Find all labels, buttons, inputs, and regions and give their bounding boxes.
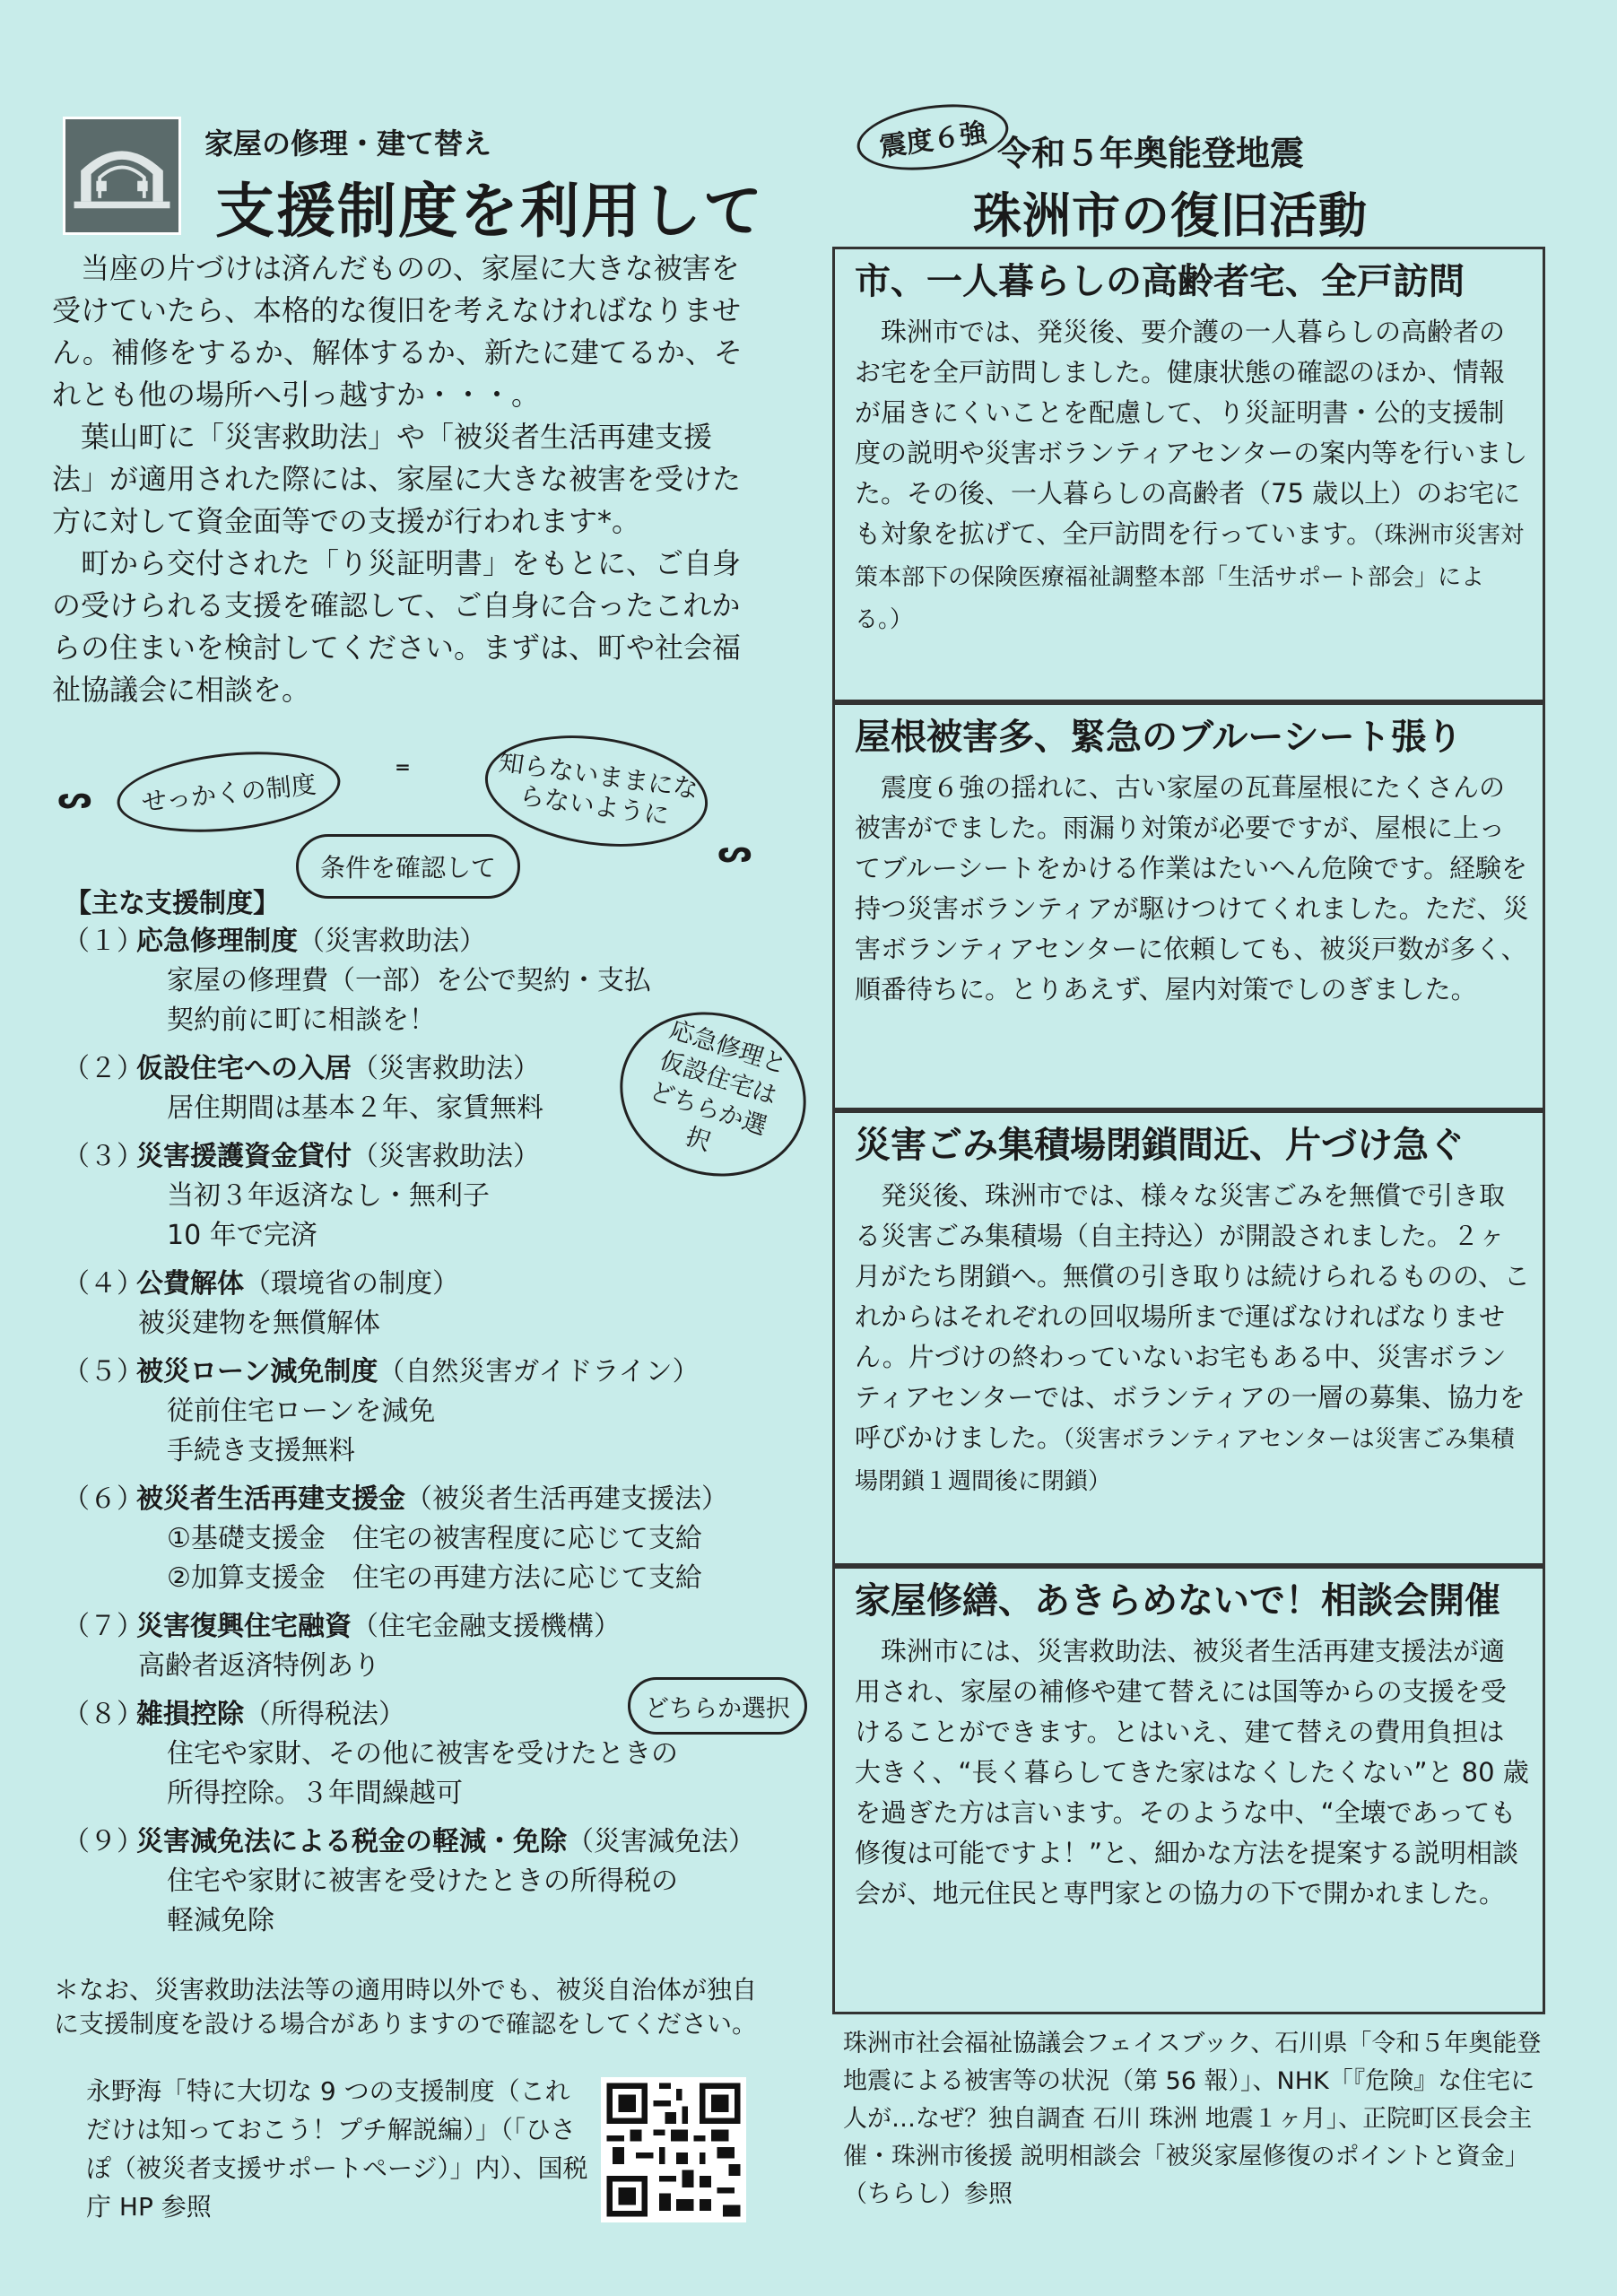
article-heading: 家屋修繕、あきらめないで！相談会開催 xyxy=(855,1580,1500,1622)
article-heading: 屋根被害多、緊急のブルーシート張り xyxy=(855,717,1463,758)
house-icon xyxy=(63,117,181,235)
speech-bubble: どちらか選択 xyxy=(628,1677,807,1735)
list-item: （５）被災ローン減免制度（自然災害ガイドライン） 従前住宅ローンを減免 手続き支援無料 xyxy=(63,1356,700,1466)
speech-bubble: せっかくの制度 xyxy=(113,742,344,842)
article-body: 発災後、珠洲市では、様々な災害ごみを無償で引き取る災害ごみ集積場（自主持込）が開設されました。２ヶ月がたち閉鎖へ。無償の引き取りは続けられるものの、これからはそれぞれの回収場所まで運ばなければなりません。片づけの終わっていないお宅もある中、災害ボランティアセンターでは、ボランティアの一層の募集、協力を呼びかけました。（災害ボランティアセンターは災害ごみ集積場閉鎖１週間後に閉鎖） xyxy=(855,1180,1530,1495)
article-body: 珠洲市には、災害救助法、被災者生活再建支援法が適用され、家屋の補修や建て替えには国等からの支援を受けることができます。とはいえ、建て替えの費用負担は大きく、“長く暮らしてきた家はなくしたくない”と 80 歳を過ぎた方は言います。そのような中、“全壊であっても修復は可能ですよ！”と、細かな方法を提案する説明相談会が、地元住民と専門家との協力の下で開かれました。 xyxy=(855,1636,1529,1909)
article-heading: 災害ごみ集積場閉鎖間近、片づけ急ぐ xyxy=(855,1125,1465,1166)
article-box xyxy=(832,1566,1545,2014)
list-item: （８）雑損控除（所得税法） 住宅や家財、その他に被害を受けたときの 所得控除。３年間繰越可 xyxy=(63,1699,678,1809)
list-item: （１）応急修理制度（災害救助法） 家屋の修理費（一部）を公で契約・支払 契約前に町に相談を！ xyxy=(63,926,651,1036)
list-item: （９）災害減免法による税金の軽減・免除（災害減免法） 住宅や家財に被害を受けたときの所得税の 軽減免除 xyxy=(63,1826,755,1936)
article-box xyxy=(832,1110,1545,1566)
support-list xyxy=(63,922,780,1950)
list-item: （６）被災者生活再建支援金（被災者生活再建支援法） ①基礎支援金 住宅の被害程度に応じて支給 ②加算支援金 住宅の再建方法に応じて支給 xyxy=(63,1483,728,1594)
list-item: （２）仮設住宅への入居（災害救助法） 居住期間は基本２年、家賃無料 xyxy=(63,1053,543,1124)
speech-bubble: 応急修理と仮設住宅はどちらか選択 xyxy=(598,988,827,1200)
article-box xyxy=(832,247,1545,702)
deco-mark: ᔕ xyxy=(57,780,92,816)
deco-mark: ᔕ xyxy=(717,834,752,870)
list-item: （４）公費解体（環境省の制度） 被災建物を無償解体 xyxy=(63,1268,459,1339)
speech-bubble: 条件を確認して xyxy=(296,834,520,899)
intensity-badge: 震度６強 xyxy=(853,96,1013,179)
kicker: 家屋の修理・建て替え xyxy=(204,126,492,161)
intro-text xyxy=(52,248,753,711)
article-body: 珠洲市では、発災後、要介護の一人暮らしの高齢者のお宅を全戸訪問しました。健康状態の確認のほか、情報が届きにくいことを配慮して、り災証明書・公的支援制度の説明や災害ボランティアセンターの案内等を行いました。その後、一人暮らしの高齢者（75 歳以上）のお宅にも対象を拡げて、全戸訪問を行っています。（珠洲市災害対策本部下の保険医療福祉調整本部「生活サポート部会」による。） xyxy=(855,317,1528,633)
list-item: （３）災害援護資金貸付（災害救助法） 当初３年返済なし・無利子 10 年で完済 xyxy=(63,1141,540,1251)
section-header: 【主な支援制度】 xyxy=(65,888,280,919)
intro-paragraph: 町から交付された「り災証明書」をもとに、ご自身の受けられる支援を確認して、ご自身に合ったこれからの住まいを検討してください。まずは、町や社会福祉協議会に相談を。 xyxy=(52,546,742,707)
article-body: 震度６強の揺れに、古い家屋の瓦葺屋根にたくさんの被害がでました。雨漏り対策が必要ですが、屋根に上ってブルーシートをかける作業はたいへん危険です。経験を持つ災害ボランティアが駆けつけてくれました。ただ、災害ボランティアセンターに依頼しても、被災戸数が多く、順番待ちに。とりあえず、屋内対策でしのぎました。 xyxy=(855,772,1529,1004)
section-title: 珠洲市の復旧活動 xyxy=(973,187,1368,244)
sources-text: 珠洲市社会福祉協議会フェイスブック、石川県「令和５年奥能登地震による被害等の状況（第 56 報）」、NHK「『危険』な住宅に人が…なぜ？独自調査 石川 珠洲 地震１ヶ月」、正院町区長会主催・珠洲市後援 説明相談会「被災家屋修復のポイントと資金」（ちらし）参照 xyxy=(843,2030,1542,2208)
qr-code-icon xyxy=(601,2077,746,2222)
intro-paragraph: 葉山町に「災害救助法」や「被災者生活再建支援法」が適用された際には、家屋に大きな被害を受けた方に対して資金面等での支援が行われます*。 xyxy=(52,420,742,538)
page-title: 支援制度を利用して xyxy=(215,177,764,246)
article-heading: 市、一人暮らしの高齢者宅、全戸訪問 xyxy=(855,261,1465,302)
section-title: 令和５年奥能登地震 xyxy=(997,134,1305,173)
footnote: ＊なお、災害救助法法等の適用時以外でも、被災自治体が独自に支援制度を設ける場合がありますので確認をしてください。 xyxy=(54,1975,758,2039)
list-item: （７）災害復興住宅融資（住宅金融支援機構） 高齢者返済特例あり xyxy=(63,1611,621,1682)
speech-bubble: 知らないままにならないように xyxy=(478,722,715,860)
reference-text: 永野海「特に大切な 9 つの支援制度（これだけは知っておこう！プチ解説編）」（「ひさぽ（被災者支援サポートページ）」内）、国税庁 HP 参照 xyxy=(86,2076,588,2222)
deco-mark: ⁼ xyxy=(395,755,411,791)
article-box xyxy=(832,702,1545,1110)
intro-paragraph: 当座の片づけは済んだものの、家屋に大きな被害を受けていたら、本格的な復旧を考えなければなりません。補修をするか、解体するか、新たに建てるか、それとも他の場所へ引っ越すか・・・。 xyxy=(52,251,743,412)
